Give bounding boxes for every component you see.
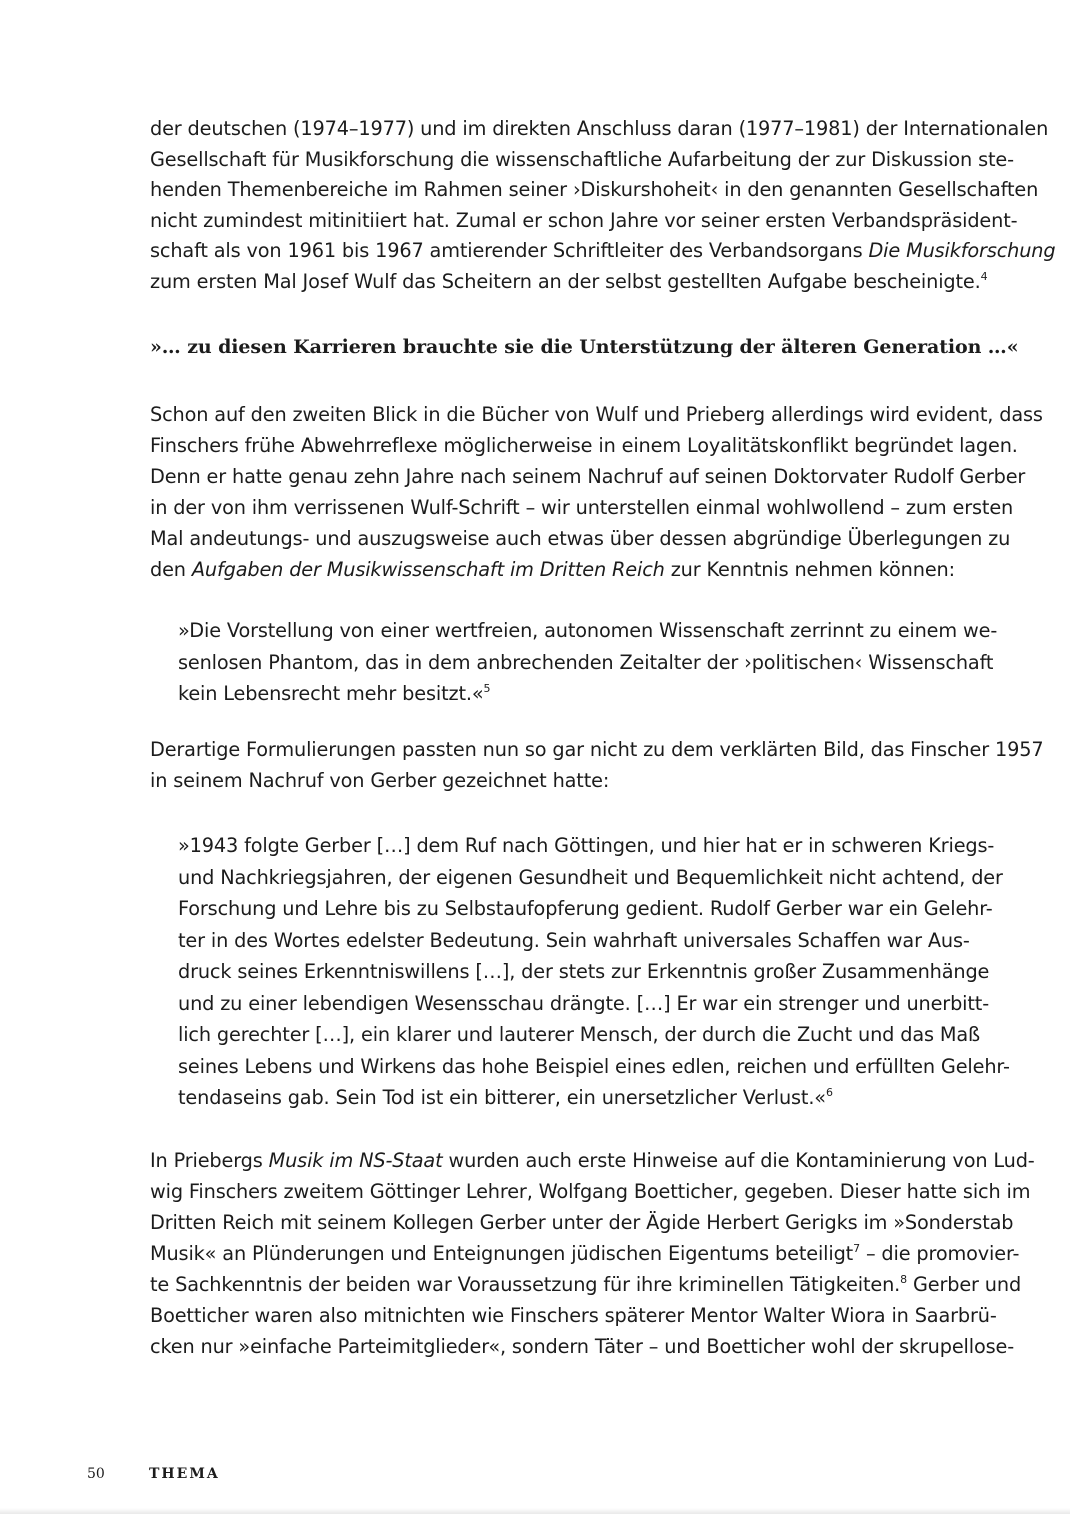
quote-line: »Die Vorstellung von einer wertfreien, autonomen Wissenschaft zerrinnt zu einem we- [178, 619, 998, 642]
journal-title: Die Musikforschung [868, 239, 1056, 262]
text-line: cken nur »einfache Parteimitglieder«, sondern Täter – und Boetticher wohl der skrupellose- [150, 1335, 1015, 1358]
text-line: in seinem Nachruf von Gerber gezeichnet hatte: [150, 768, 610, 792]
quote-line: senlosen Phantom, das in dem anbrechenden Zeitalter der ›politischen‹ Wissenschaft [178, 650, 994, 674]
quote-line: druck seines Erkenntniswillens […], der stets zur Erkenntnis großer Zusammenhänge [178, 960, 990, 983]
quote-line: »1943 folgte Gerber […] dem Ruf nach Göttingen, und hier hat er in schweren Kriegs- [178, 834, 995, 857]
page-footer [87, 1464, 220, 1484]
text-line: wig Finschers zweitem Göttinger Lehrer, Wolfgang Boetticher, gegeben. Dieser hatte sich im [150, 1180, 1031, 1203]
quote-line: lich gerechter […], ein klarer und lauterer Mensch, der durch die Zucht und das Maß [178, 1023, 981, 1046]
paragraph-4 [150, 1145, 1035, 1362]
quote-line: tendaseins gab. Sein Tod ist ein bitterer, ein unersetzlicher Verlust.«$^6$ [178, 1086, 833, 1109]
quote-line: und zu einer lebendigen Wesensschau drängte. […] Er war ein strenger und unerbitt- [178, 991, 990, 1015]
text-line: schaft als von 1961 bis 1967 amtierender Schriftleiter des Verbandsorgans Die Musikforschung [150, 239, 1056, 262]
paragraph-1 [150, 114, 1056, 297]
footnote-marker[interactable]: 4 [980, 269, 988, 283]
paragraph-2 [150, 399, 1043, 585]
text-line: te Sachkenntnis der beiden war Voraussetzung für ihre kriminellen Tätigkeiten.$^8$ Gerber und [150, 1273, 1022, 1296]
footnote-marker[interactable]: 6 [825, 1086, 833, 1099]
text-line: henden Themenbereiche im Rahmen seiner ›Diskurshoheit‹ in den genannten Gesellschaften [150, 178, 1039, 201]
page-number: 50 [87, 1466, 105, 1482]
block-quote-2 [178, 830, 1010, 1114]
text-line: Gesellschaft für Musikforschung die wissenschaftliche Aufarbeitung der zur Diskussion ste- [150, 147, 1014, 171]
quote-line: Forschung und Lehre bis zu Selbstaufopferung gedient. Rudolf Gerber war ein Gelehr- [178, 897, 993, 920]
book-title: Aufgaben der Musikwissenschaft im Dritten Reich [191, 558, 665, 581]
text-line: Boetticher waren also mitnichten wie Finschers späterer Mentor Walter Wiora in Saarbrü- [150, 1304, 997, 1327]
footnote-marker[interactable]: 7 [853, 1242, 860, 1255]
text-line: den Aufgaben der Musikwissenschaft im Dritten Reich zur Kenntnis nehmen können: [150, 558, 955, 581]
paragraph-3 [150, 735, 1044, 796]
quote-line: ter in des Wortes edelster Bedeutung. Sein wahrhaft universales Schaffen war Aus- [178, 928, 970, 952]
book-title: Musik im NS-Staat [268, 1149, 443, 1172]
text-line: Musik« an Plünderungen und Enteignungen jüdischen Eigentums beteiligt$^7$ – die promovier- [150, 1242, 1020, 1265]
text-line: in der von ihm verrissenen Wulf-Schrift – wir unterstellen einmal wohlwollend – zum ersten [150, 496, 1014, 519]
text-line: Mal andeutungs- und auszugsweise auch etwas über dessen abgründige Überlegungen zu [150, 527, 1011, 550]
footnote-marker[interactable]: 8 [900, 1273, 907, 1286]
quote-line: kein Lebensrecht mehr besitzt.«$^5$ [178, 682, 491, 705]
text-line: Denn er hatte genau zehn Jahre nach seinem Nachruf auf seinen Doktorvater Rudolf Gerber [150, 465, 1026, 488]
text-line: Derartige Formulierungen passten nun so gar nicht zu dem verklärten Bild, das Finscher 1957 [150, 738, 1044, 761]
text-line: zum ersten Mal Josef Wulf das Scheitern an der selbst gestellten Aufgabe bescheinigte.$^4$ [150, 269, 988, 293]
quote-line: seines Lebens und Wirkens das hohe Beispiel eines edlen, reichen und erfüllten Gelehr- [178, 1054, 1010, 1078]
section-label: THEMA [149, 1466, 220, 1482]
block-quote-1 [178, 615, 998, 710]
section-heading: »… zu diesen Karrieren brauchte sie die Unterstützung der älteren Generation …« [150, 336, 1019, 358]
footnote-marker[interactable]: 5 [483, 682, 491, 695]
text-line: In Priebergs Musik im NS-Staat wurden auch erste Hinweise auf die Kontaminierung von Lud- [150, 1149, 1035, 1172]
text-line: nicht zumindest mitinitiiert hat. Zumal er schon Jahre vor seiner ersten Verbandspräsident- [150, 208, 1018, 232]
text-line: Finschers frühe Abwehrreflexe möglicherweise in einem Loyalitätskonflikt begründet lagen. [150, 434, 1018, 457]
text-line: Dritten Reich mit seinem Kollegen Gerber unter der Ägide Herbert Gerigks im »Sonderstab [150, 1211, 1014, 1234]
scan-edge [0, 1508, 1070, 1514]
text-line: Schon auf den zweiten Blick in die Bücher von Wulf und Prieberg allerdings wird evident, dass [150, 403, 1043, 426]
quote-line: und Nachkriegsjahren, der eigenen Gesundheit und Bequemlichkeit nicht achtend, der [178, 865, 1003, 889]
text-line: der deutschen (1974–1977) und im direkten Anschluss daran (1977–1981) der Internationalen [150, 117, 1049, 140]
